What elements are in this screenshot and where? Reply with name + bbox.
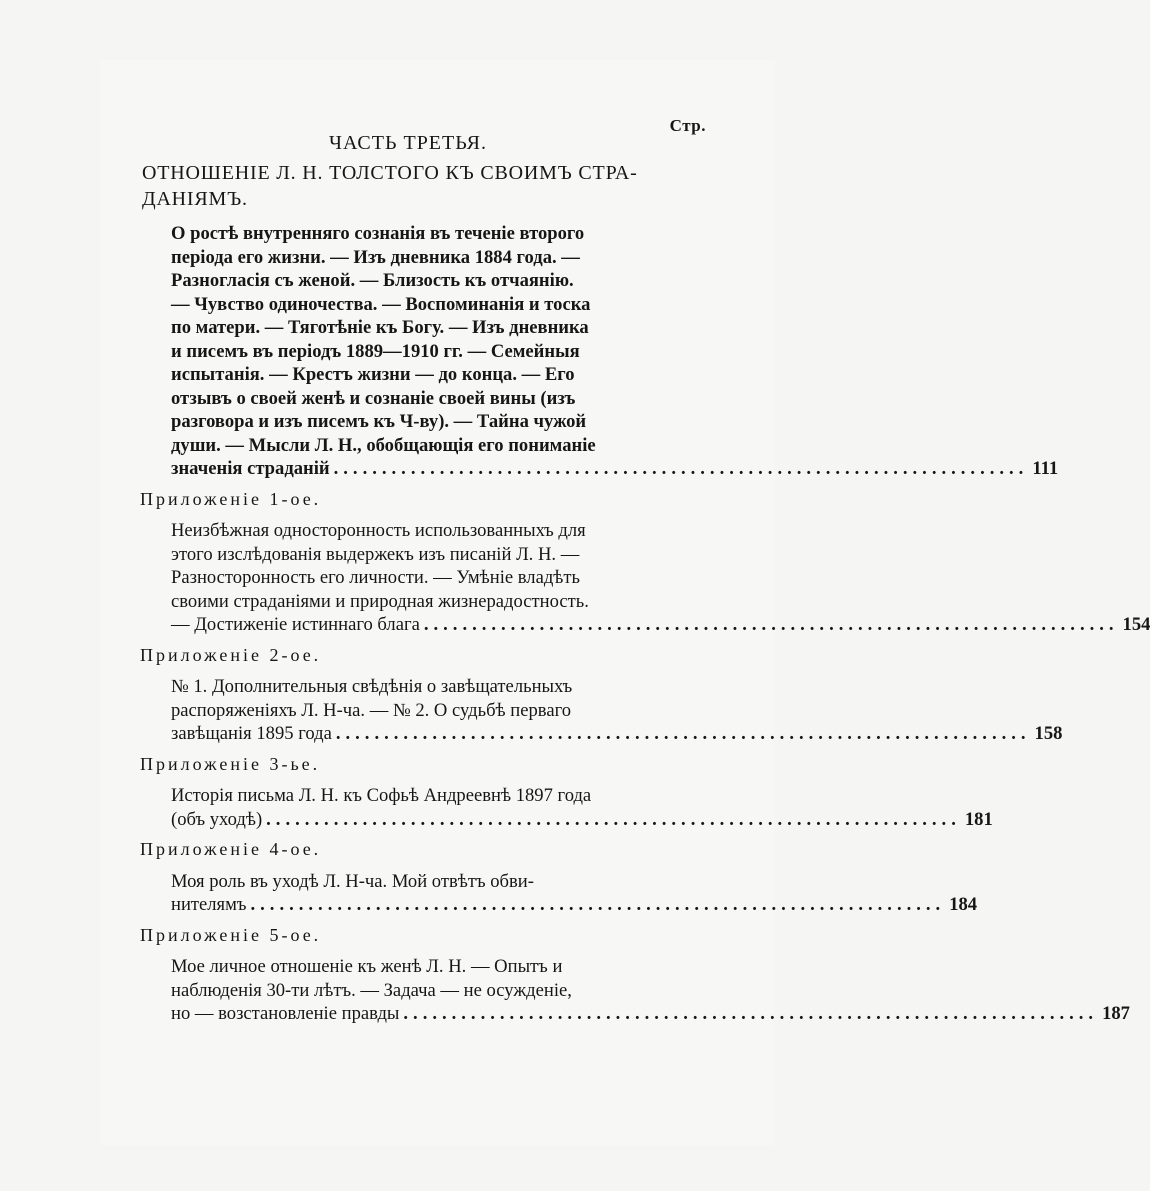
chapter-title — [140, 160, 706, 212]
dot-leader: ........................................................................ — [423, 614, 1119, 635]
appendix-heading: Приложенiе 1-ое. — [140, 488, 322, 509]
appendix-description — [140, 519, 1150, 637]
desc-line: Исторiя письма Л. Н. къ Софьѣ Андреевнѣ 1897 года — [171, 785, 592, 806]
desc-line: Моя роль въ уходѣ Л. Н-ча. Мой отвѣтъ обви- — [171, 870, 534, 892]
part-title: ЧАСТЬ ТРЕТЬЯ. — [328, 132, 488, 154]
page-column-label: Стр. — [669, 116, 706, 135]
toc-entry-line — [171, 808, 993, 832]
page-number: 158 — [1034, 723, 1063, 744]
desc-line: этого изслѣдованiя выдержекъ изъ писанiй Л. Н. — — [171, 543, 580, 565]
desc-line: по матери. — Тяготѣнiе къ Богу. — Изъ дневника — [171, 317, 589, 338]
appendix-description — [140, 675, 1063, 746]
desc-line: Разносторонность его личности. — Умѣнiе владѣть — [171, 567, 580, 588]
toc-entry-line — [171, 613, 1150, 637]
desc-line: испытанiя. — Крестъ жизни — до конца. — Его — [171, 364, 575, 385]
appendix-heading: Приложенiе 3-ье. — [140, 753, 321, 774]
desc-line: наблюденiя 30-ти лѣтъ. — Задача — не осужденiе, — [171, 979, 572, 1001]
desc-line: отзывъ о своей женѣ и сознанiе своей вины (изъ — [171, 387, 576, 409]
dot-leader: ........................................................................ — [403, 1003, 1099, 1024]
entry-last-text: — Достиженiе истиннаго блага — [171, 614, 420, 635]
appendix-heading: Приложенiе 4-ое. — [140, 839, 322, 859]
toc-entry-line — [171, 722, 1063, 746]
appendix-heading: Приложенiе 2-ое. — [140, 644, 322, 665]
desc-line: Мое личное отношенiе къ женѣ Л. Н. — Опытъ и — [171, 956, 563, 977]
desc-line: № 1. Дополнительныя свѣдѣнiя о завѣщательныхъ — [171, 676, 573, 697]
desc-line: Неизбѣжная односторонность использованныхъ для — [171, 520, 586, 541]
desc-line: — Чувство одиночества. — Воспоминанiя и тоска — [171, 293, 591, 315]
desc-line: разговора и изъ писемъ къ Ч-ву). — Тайна чужой — [171, 411, 587, 432]
entry-last-text: завѣщанiя 1895 года — [171, 723, 332, 744]
appendix-description — [140, 870, 978, 917]
page-number: 187 — [1102, 1003, 1130, 1024]
entry-last-text: но — возстановленiе правды — [171, 1003, 400, 1024]
chapter-title-line: ДАНIЯМЪ. — [142, 188, 248, 210]
page-number: 111 — [1032, 458, 1059, 479]
appendix-description — [140, 955, 1130, 1026]
desc-line: О ростѣ внутренняго сознанiя въ теченiе второго — [171, 223, 585, 244]
chapter-description — [140, 222, 1059, 481]
desc-line: своими страданiями и природная жизнерадостность. — [171, 590, 589, 612]
table-of-contents — [140, 112, 1150, 1026]
entry-last-text: нителямъ — [171, 894, 247, 915]
desc-line: перiода его жизни. — Изъ дневника 1884 года. — — [171, 246, 580, 268]
desc-line: распоряженiяхъ Л. Н-ча. — № 2. О судьбѣ перваго — [171, 699, 572, 721]
toc-entry-line — [171, 457, 1059, 481]
desc-line: и писемъ въ перiодъ 1889—1910 гг. — Семейныя — [171, 340, 580, 362]
entry-last-text: (объ уходѣ) — [171, 808, 263, 830]
page-number: 184 — [949, 894, 978, 915]
toc-entry-line — [171, 893, 978, 917]
dot-leader: ........................................................................ — [266, 808, 961, 830]
page-number: 181 — [964, 808, 993, 830]
dot-leader: ........................................................................ — [335, 723, 1031, 744]
entry-last-text: значенiя страданiй — [171, 458, 330, 479]
desc-line: Разногласiя съ женой. — Близость къ отчаянiю. — [171, 270, 574, 291]
dot-leader: ........................................................................ — [333, 458, 1029, 479]
appendix-description — [140, 784, 993, 831]
chapter-title-line: ОТНОШЕНIЕ Л. Н. ТОЛСТОГО КЪ СВОИМЪ СТРА- — [142, 162, 638, 184]
toc-entry-line — [171, 1002, 1130, 1026]
page-number: 154 — [1122, 614, 1150, 635]
desc-line: души. — Мысли Л. Н., обобщающiя его пониманiе — [171, 434, 596, 456]
appendix-heading: Приложенiе 5-ое. — [140, 924, 322, 945]
dot-leader: ........................................................................ — [250, 894, 946, 915]
